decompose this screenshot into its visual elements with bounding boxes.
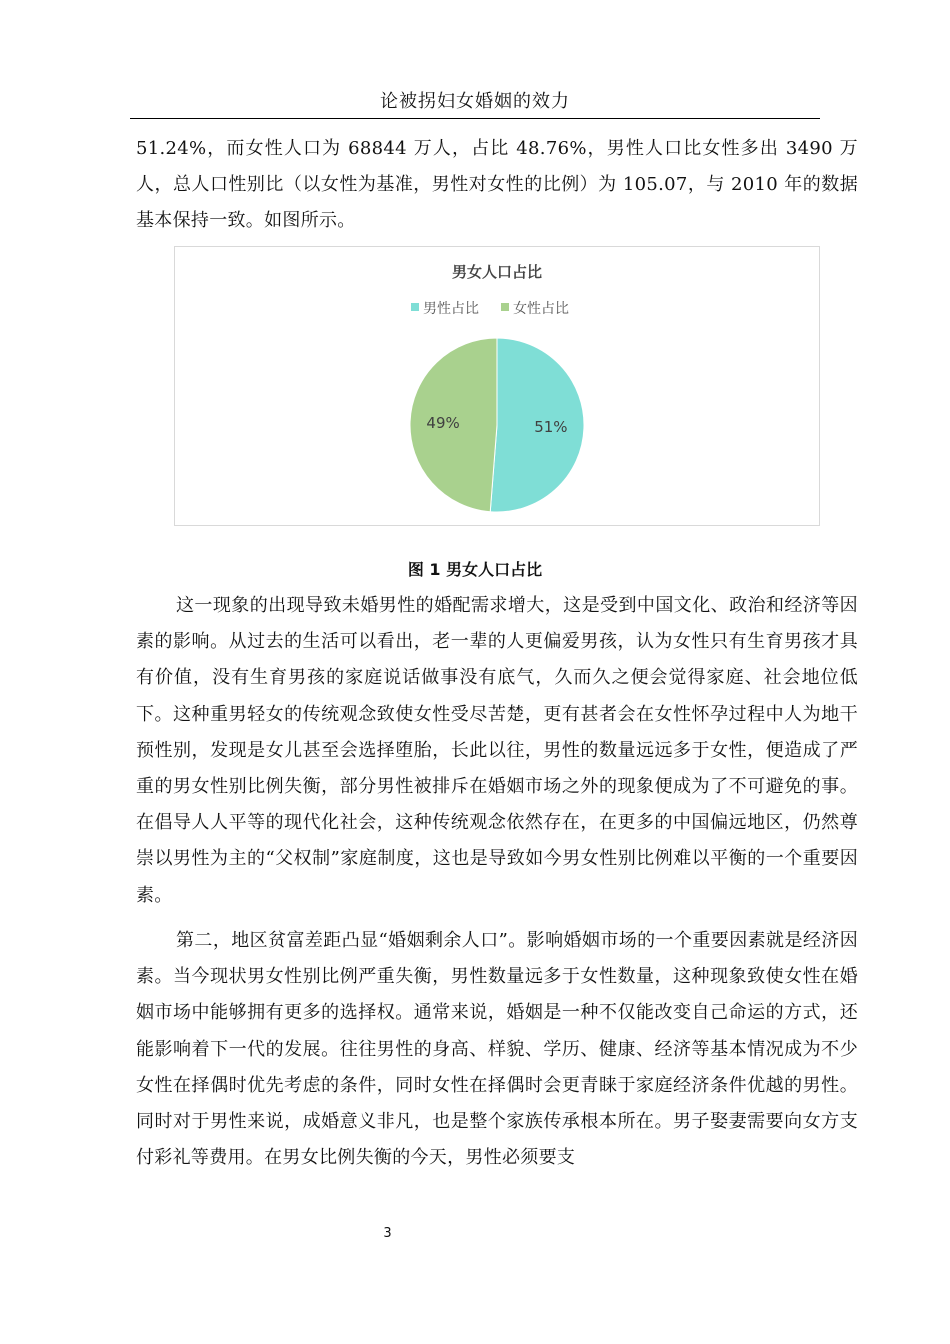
chart-legend — [411, 300, 569, 317]
pie-chart-svg — [175, 247, 819, 525]
pie-data-label-1: 49% — [426, 413, 460, 432]
legend-label-0: 男性占比 — [423, 301, 479, 317]
figure-caption: 图 1 男女人口占比 — [407, 560, 543, 579]
legend-swatch-0 — [411, 303, 419, 311]
pie-chart — [174, 246, 820, 526]
legend-label-1: 女性占比 — [513, 301, 569, 317]
page-number: 3 — [383, 1226, 392, 1241]
body-paragraph-2: 这一现象的出现导致未婚男性的婚配需求增大，这是受到中国文化、政治和经济等因素的影响。从过去的生活可以看出，老一辈的人更偏爱男孩，认为女性只有生育男孩才具有价值，没有生育男孩的家庭说话做事没有底气，久而久之便会觉得家庭、社会地位低下。这种重男轻女的传统观念致使女性受尽苦楚，更有甚者会在女性怀孕过程中人为地干预性别，发现是女儿甚至会选择堕胎，长此以往，男性的数量远远多于女性，便造成了严重的男女性别比例失衡，部分男性被排斥在婚姻市场之外的现象便成为了不可避免的事。在倡导人人平等的现代化社会，这种传统观念依然存在，在更多的中国偏远地区，仍然尊崇以男性为主的“父权制”家庭制度，这也是导致如今男女性别比例难以平衡的一个重要因素。 — [136, 595, 858, 906]
header-rule — [130, 118, 820, 119]
pie-data-label-0: 51% — [534, 418, 568, 437]
running-header: 论被拐妇女婚姻的效力 — [380, 91, 570, 112]
chart-title: 男女人口占比 — [451, 263, 543, 281]
body-paragraph-1: 51.24%，而女性人口为 68844 万人，占比 48.76%，男性人口比女性多出 3490 万人，总人口性别比（以女性为基准，男性对女性的比例）为 105.07，与 2010 年的数据基本保持一致。如图所示。 — [136, 138, 858, 232]
body-paragraph-3: 第二，地区贫富差距凸显“婚姻剩余人口”。影响婚姻市场的一个重要因素就是经济因素。当今现状男女性别比例严重失衡，男性数量远多于女性数量，这种现象致使女性在婚姻市场中能够拥有更多的选择权。通常来说，婚姻是一种不仅能改变自己命运的方式，还能影响着下一代的发展。往往男性的身高、样貌、学历、健康、经济等基本情况成为不少女性在择偶时优先考虑的条件，同时女性在择偶时会更青睐于家庭经济条件优越的男性。同时对于男性来说，成婚意义非凡，也是整个家族传承根本所在。男子娶妻需要向女方支付彩礼等费用。在男女比例失衡的今天，男性必须要支 — [136, 930, 858, 1169]
legend-swatch-1 — [501, 303, 509, 311]
